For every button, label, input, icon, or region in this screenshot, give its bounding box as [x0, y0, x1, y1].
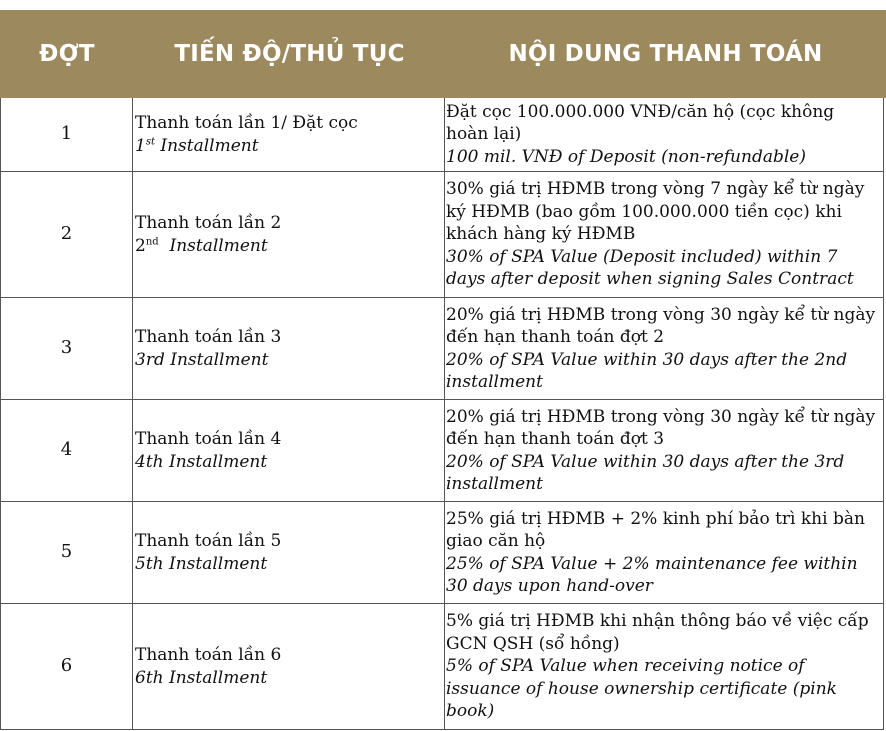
- content-vi: Đặt cọc 100.000.000 VNĐ/căn hộ (cọc không hoàn lại): [446, 101, 835, 145]
- installment-number: 2: [1, 172, 133, 298]
- stage-vi: Thanh toán lần 1/ Đặt cọc: [135, 113, 358, 133]
- stage-en: [135, 135, 444, 158]
- content-en: 20% of SPA Value within 30 days after the 2nd installment: [446, 349, 848, 392]
- installment-number: 5: [1, 502, 133, 604]
- content-en: 5% of SPA Value when receiving notice of issuance of house ownership certificate (pink book): [446, 656, 837, 722]
- stage-en-ordinal: 1: [135, 135, 146, 156]
- stage-cell: [133, 172, 445, 298]
- stage-vi: Thanh toán lần 6: [135, 645, 282, 665]
- content-vi: 20% giá trị HĐMB trong vòng 30 ngày kể từ ngày đến hạn thanh toán đợt 3: [446, 406, 876, 449]
- header-col-progress: TIẾN ĐỘ/THỦ TỤC: [174, 41, 405, 67]
- payment-content-cell: [445, 172, 884, 298]
- installment-number: 6: [1, 604, 133, 730]
- content-vi: 25% giá trị HĐMB + 2% kinh phí bảo trì khi bàn giao căn hộ: [446, 508, 865, 551]
- payment-content-cell: [445, 298, 884, 400]
- content-en: 30% of SPA Value (Deposit included) within 7 days after deposit when signing Sales Contract: [446, 246, 854, 290]
- stage-vi: Thanh toán lần 2: [135, 213, 282, 233]
- table-row: [1, 298, 884, 400]
- stage-vi: Thanh toán lần 3: [135, 327, 282, 347]
- payment-content-cell: [445, 400, 884, 502]
- payment-content-cell: [445, 98, 884, 172]
- stage-cell: [133, 502, 445, 604]
- stage-en: 4th Installment: [135, 451, 268, 472]
- installment-number: 1: [1, 98, 133, 172]
- table-row: [1, 604, 884, 730]
- table-row: [1, 400, 884, 502]
- stage-en-suffix: nd: [145, 235, 159, 247]
- table-row: [1, 502, 884, 604]
- stage-cell: [133, 604, 445, 730]
- stage-cell: [133, 298, 445, 400]
- stage-en: 5th Installment: [135, 553, 268, 574]
- stage-en: [135, 235, 444, 258]
- content-en: 20% of SPA Value within 30 days after the 3rd installment: [446, 451, 845, 494]
- table-row: [1, 172, 884, 298]
- content-en: 100 mil. VNĐ of Deposit (non-refundable): [446, 146, 806, 167]
- stage-en-ordinal: 2: [135, 235, 146, 256]
- stage-en: 3rd Installment: [135, 349, 269, 370]
- payment-content-cell: [445, 502, 884, 604]
- installment-number: 4: [1, 400, 133, 502]
- content-vi: 5% giá trị HĐMB khi nhận thông báo về việc cấp GCN QSH (sổ hồng): [446, 611, 869, 654]
- header-col-payment-content: NỘI DUNG THANH TOÁN: [508, 41, 823, 67]
- stage-vi: Thanh toán lần 5: [135, 531, 282, 551]
- stage-vi: Thanh toán lần 4: [135, 429, 282, 449]
- content-en: 25% of SPA Value + 2% maintenance fee within 30 days upon hand-over: [446, 553, 858, 596]
- stage-en-label: Installment: [158, 235, 268, 256]
- stage-en: 6th Installment: [135, 667, 268, 688]
- content-vi: 20% giá trị HĐMB trong vòng 30 ngày kể từ ngày đến hạn thanh toán đợt 2: [446, 304, 876, 347]
- stage-en-label: Installment: [154, 135, 259, 156]
- stage-cell: [133, 98, 445, 172]
- payment-content-cell: [445, 604, 884, 730]
- installment-number: 3: [1, 298, 133, 400]
- content-vi: 30% giá trị HĐMB trong vòng 7 ngày kể từ ngày ký HĐMB (bao gồm 100.000.000 tiền cọc) khi khách hàng ký HĐMB: [446, 179, 865, 245]
- stage-cell: [133, 400, 445, 502]
- table-header: [0, 10, 886, 98]
- header-col-installment: ĐỢT: [39, 41, 95, 67]
- table-row: [1, 98, 884, 172]
- payment-table: [0, 98, 884, 730]
- stage-en-suffix: st: [145, 135, 155, 147]
